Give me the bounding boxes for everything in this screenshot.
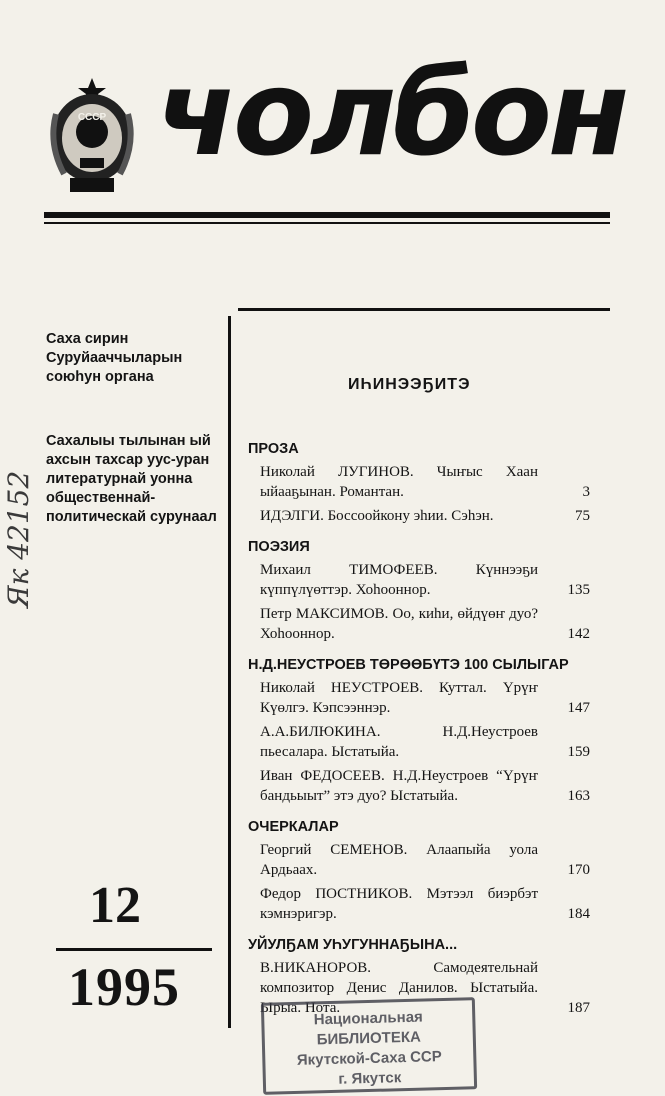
stamp-line: БИБЛИОТЕКА [316, 1028, 422, 1049]
section-heading: Н.Д.НЕУСТРОЕВ ТӨРӨӨБҮТЭ 100 СЫЛЫГАР [248, 657, 569, 673]
entry-text: Петр МАКСИМОВ. Оо, киһи, өйдүөҥ дуо? Хоһооннор. [260, 606, 538, 642]
entry-text: В.НИКАНОРОВ. Самодеятельнай композитор Денис Данилов. Ыстатыйа. Ырыа. Нота. [260, 960, 538, 1016]
section-heading: ОЧЕРКАЛАР [248, 819, 339, 835]
entry-text: ИДЭЛГИ. Боссоойкону эһии. Сэһэн. [260, 508, 494, 524]
entry-text: Николай ЛУГИНОВ. Чыҥыс Хаан ыйааҕынан. Романтан. [260, 464, 538, 500]
entry-page: 3 [582, 484, 590, 500]
section-heading: ПОЭЗИЯ [248, 539, 310, 555]
organ-statement: Саха сирин Суруйааччыларын союһун органа [46, 331, 183, 385]
entry-page: 142 [567, 626, 590, 642]
toc-entry [260, 462, 600, 502]
header-rule-thick [44, 212, 610, 218]
toc-entry [260, 884, 600, 924]
entry-page: 147 [567, 700, 590, 716]
contents-top-rule [238, 308, 610, 311]
section-heading: УЙУЛҔАМ УҺУГУННАҔЫНА... [248, 937, 458, 953]
entry-text: Федор ПОСТНИКОВ. Мэтээл биэрбэт кэмнэригэр. [260, 886, 538, 922]
table-of-contents [248, 440, 600, 1022]
column-divider [228, 316, 231, 1028]
entry-text: А.А.БИЛЮКИНА. Н.Д.Неустроев пьесалара. Ыстатыйа. [260, 724, 538, 760]
soviet-emblem-icon [44, 74, 140, 196]
section-heading: ПРОЗА [248, 441, 299, 457]
entry-text: Иван ФЕДОСЕЕВ. Н.Д.Неустроев “Үрүҥ бандьыыт” этэ дуо? Ыстатыйа. [260, 768, 538, 804]
entry-page: 184 [567, 906, 590, 922]
handwritten-inventory-number: Як 42152 [2, 470, 35, 608]
stamp-line: Якутской-Саха ССР [296, 1048, 442, 1069]
entry-page: 187 [567, 1000, 590, 1016]
entry-text: Георгий СЕМЕНОВ. Алаапыйа уола Ардьаах. [260, 842, 538, 878]
header-rule-thin [44, 222, 610, 224]
toc-entry [260, 678, 600, 718]
toc-entry [260, 506, 600, 526]
entry-text: Николай НЕУСТРОЕВ. Куттал. Үрүҥ Күөлгэ. Кэпсээннэр. [260, 680, 538, 716]
library-stamp [261, 997, 477, 1095]
stamp-line: Национальная [313, 1008, 424, 1029]
entry-page: 75 [575, 508, 590, 524]
entry-text: Михаил ТИМОФЕЕВ. Күннээҕи күппүлүөттэр. Хоһооннор. [260, 562, 538, 598]
toc-entry [260, 604, 600, 644]
emblem-text: СССР [77, 112, 107, 123]
issue-number: 12 [89, 877, 141, 934]
magazine-description: Сахалыы тылынан ый ахсын тахсар уус-уран литературнай уонна общественнай-политическай сурунаал [46, 433, 217, 525]
entry-page: 135 [567, 582, 590, 598]
magazine-masthead: чолбон [156, 44, 626, 182]
toc-entry [260, 722, 600, 762]
toc-entry [260, 840, 600, 880]
issue-year: 1995 [68, 957, 180, 1017]
entry-page: 163 [567, 788, 590, 804]
toc-entry [260, 560, 600, 600]
contents-title: ИҺИНЭЭҔИТЭ [348, 376, 471, 393]
entry-page: 159 [567, 744, 590, 760]
stamp-line: г. Якутск [338, 1069, 402, 1088]
issue-rule [56, 948, 212, 951]
entry-page: 170 [567, 862, 590, 878]
toc-entry [260, 766, 600, 806]
